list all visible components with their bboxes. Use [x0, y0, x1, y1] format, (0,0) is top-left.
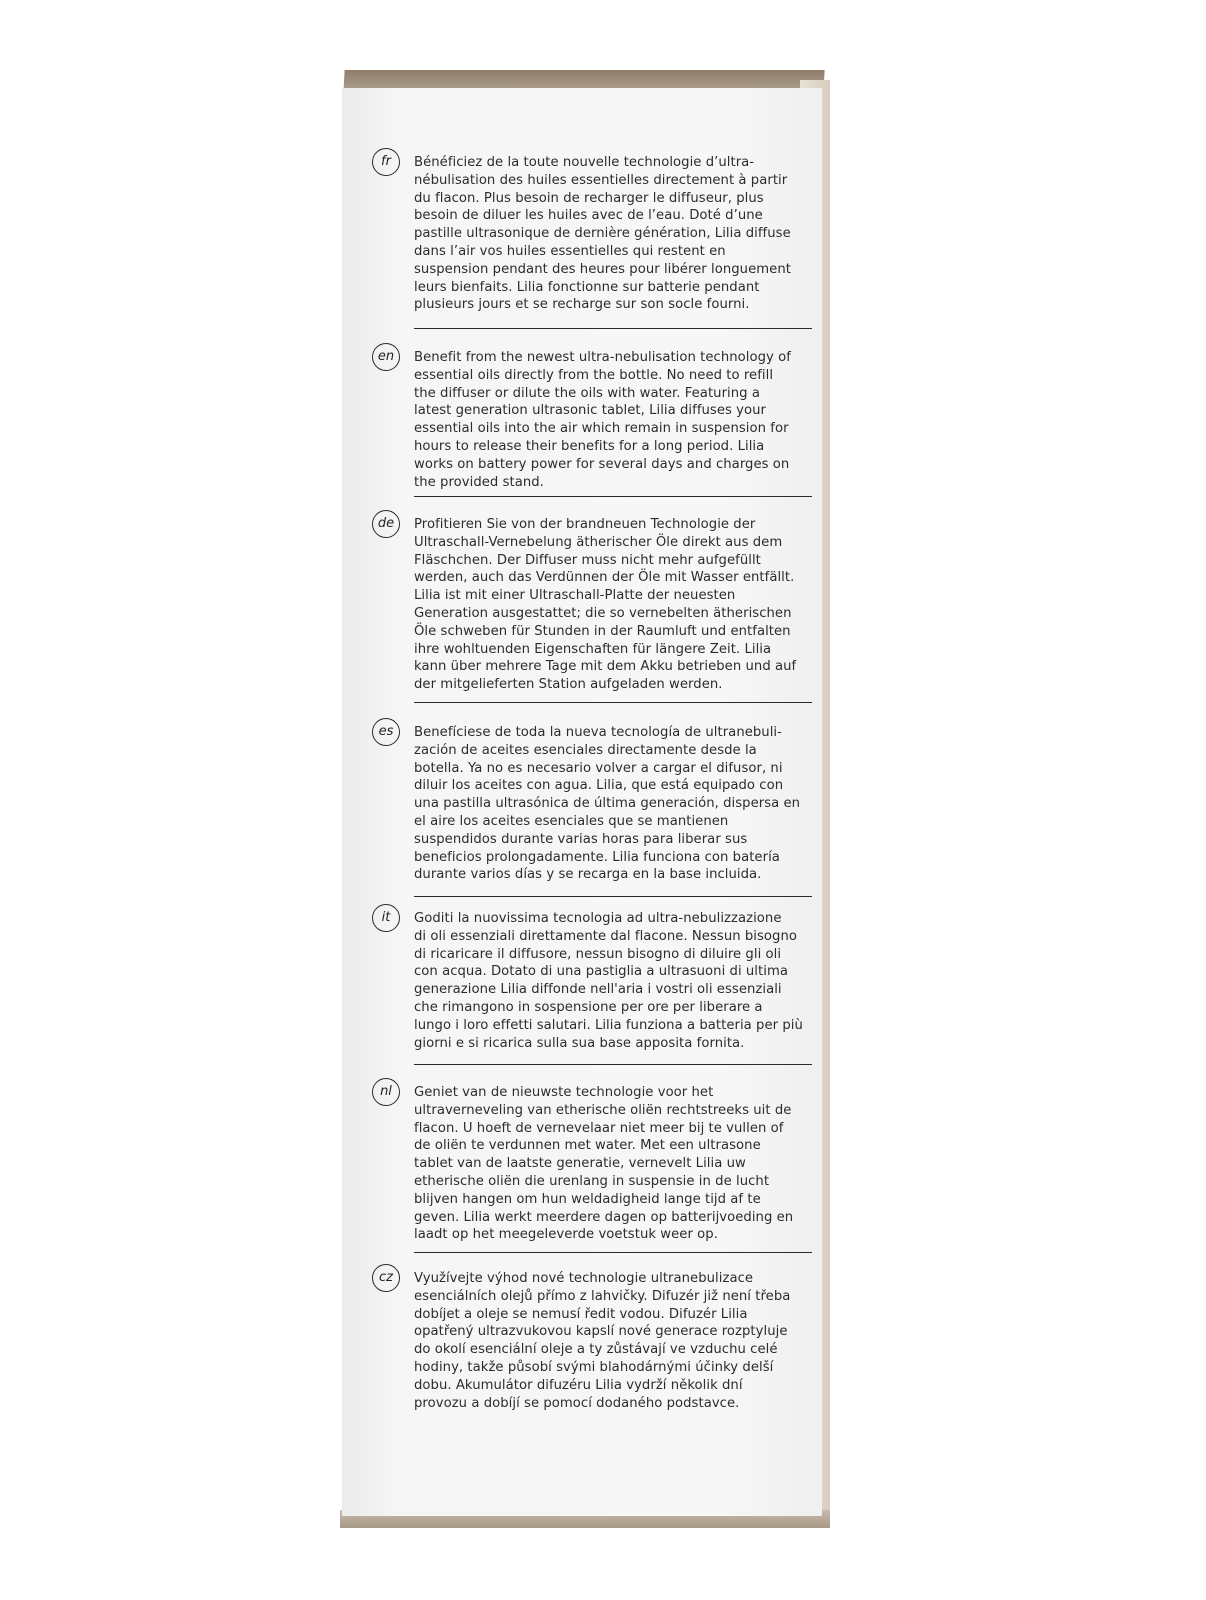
description-cz: Využívejte výhod nové technologie ultranebulizace esenciálních olejů přímo z lahvičky. Difuzér již není třeba dobíjet a oleje se nemusí ředit vodou. Difuzér Lilia opatřený ultrazvukovou kapslí nové generace rozptyluje do okolí esenciální oleje a ty zůstávají ve vzduchu celé hodiny, takže působí svými blahodárnými účinky delší dobu. Akumulátor difuzéru Lilia vydrží několik dní provozu a dobíjí se pomocí dodaného podstavce.: [414, 1271, 791, 1411]
description-de: Profitieren Sie von der brandneuen Technologie der Ultraschall-Vernebelung ätherischer Öle direkt aus dem Fläschchen. Der Diffuser muss nicht mehr aufgefüllt werden, auch das Verdünnen der Öle mit Wasser entfällt. Lilia ist mit einer Ultraschall-Platte der neuesten Generation ausgestattet; die so vernebelten ätherischen Öle schweben für Stunden in der Raumluft und entfalten ihre wohltuenden Eigenschaften für längere Zeit. Lilia kann über mehrere Tage mit dem Akku betrieben und auf der mitgelieferten Station aufgeladen werden.: [414, 517, 797, 693]
language-badge-es: es: [372, 718, 400, 746]
description-es: Benefíciese de toda la nueva tecnología de ultranebuli- zación de aceites esenciales directamente desde la botella. Ya no es necesario volver a cargar el difusor, ni diluir los aceites con agua. Lilia, que está equipado con una pastilla ultrasónica de última generación, dispersa en el aire los aceites esenciales que se mantienen suspendidos durante varias horas para liberar sus beneficios prolongadamente. Lilia funciona con batería durante varios días y se recarga en la base incluida.: [414, 725, 801, 883]
divider: [414, 328, 812, 329]
divider: [414, 496, 812, 497]
language-badge-en: en: [372, 343, 400, 371]
language-badge-cz: cz: [372, 1264, 400, 1292]
language-badge-nl: nl: [372, 1078, 400, 1106]
language-badge-de: de: [372, 510, 400, 538]
description-en: Benefit from the newest ultra-nebulisation technology of essential oils directly from the bottle. No need to refill the diffuser or dilute the oils with water. Featuring a latest generation ultrasonic tablet, Lilia diffuses your essential oils into the air which remain in suspension for hours to release their benefits for a long period. Lilia works on battery power for several days and charges on the provided stand.: [414, 350, 791, 490]
description-nl: Geniet van de nieuwste technologie voor het ultraverneveling van etherische oliën rechtstreeks uit de flacon. U hoeft de vernevelaar niet meer bij te vullen of de oliën te verdunnen met water. Met een ultrasone tablet van de laatste generatie, vernevelt Lilia uw etherische oliën die urenlang in suspensie in de lucht blijven hangen om hun weldadigheid lange tijd af te geven. Lilia werkt meerdere dagen op batterijvoeding en laadt op het meegeleverde voetstuk weer op.: [414, 1085, 794, 1243]
divider: [414, 702, 812, 703]
divider: [414, 1252, 812, 1253]
description-it: Goditi la nuovissima tecnologia ad ultra-nebulizzazione di oli essenziali direttamente dal flacone. Nessun bisogno di ricaricare il diffusore, nessun bisogno di diluire gli oli con acqua. Dotato di una pastiglia a ultrasuoni di ultima generazione Lilia diffonde nell'aria i vostri oli essenziali che rimangono in sospensione per ore per liberare a lungo i loro effetti salutari. Lilia funziona a batteria per più giorni e si ricarica sulla sua base apposita fornita.: [414, 911, 803, 1051]
language-badge-fr: fr: [372, 148, 400, 176]
divider: [414, 896, 812, 897]
language-badge-it: it: [372, 904, 400, 932]
divider: [414, 1064, 812, 1065]
box-side-panel: [342, 88, 822, 1516]
description-fr: Bénéficiez de la toute nouvelle technologie d’ultra- nébulisation des huiles essentielles directement à partir du flacon. Plus besoin de recharger le diffuseur, plus besoin de diluer les huiles avec de l’eau. Doté d’une pastille ultrasonique de dernière génération, Lilia diffuse dans l’air vos huiles essentielles qui restent en suspension pendant des heures pour libérer longuement leurs bienfaits. Lilia fonctionne sur batterie pendant plusieurs jours et se recharge sur son socle fourni.: [414, 155, 791, 313]
